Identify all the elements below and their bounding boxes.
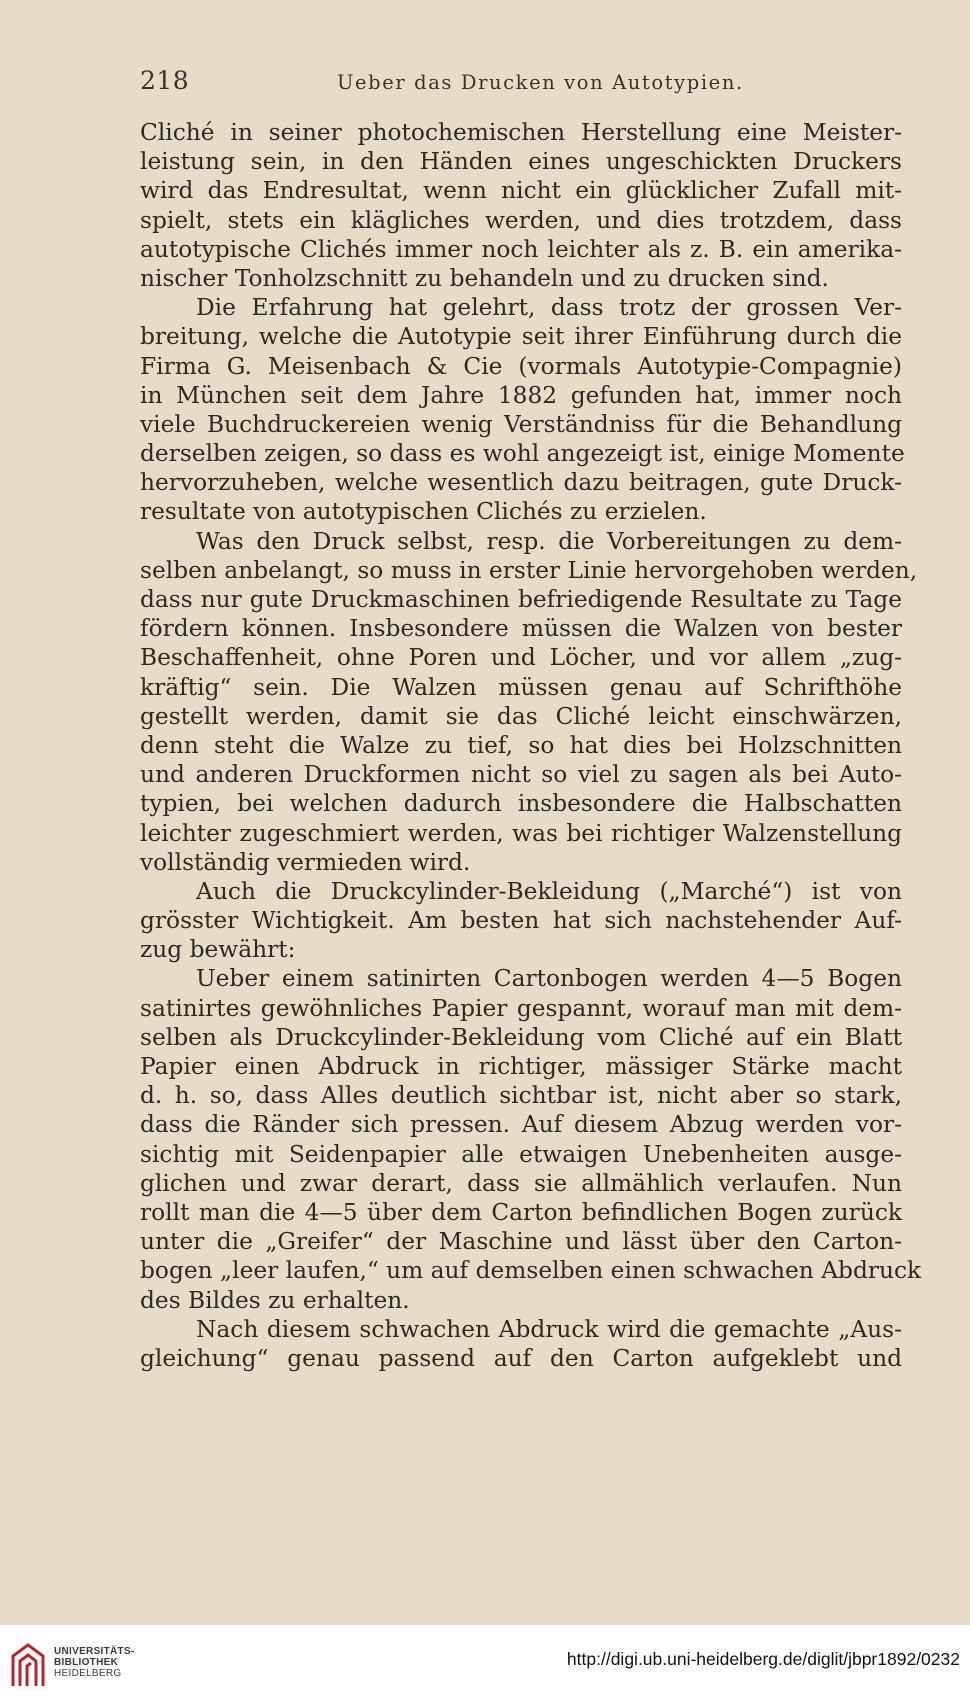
text-line: selben anbelangt, so muss in erster Linie hervorgehoben werden, xyxy=(140,556,918,584)
text-line: grösster Wichtigkeit. Am besten hat sich nachstehender Auf- xyxy=(140,907,902,935)
text-line: rollt man die 4—5 über dem Carton befindlichen Bogen zurück xyxy=(140,1198,902,1226)
text-line: Auch die Druckcylinder-Bekleidung („Marché“) ist von xyxy=(196,877,902,905)
text-line: Beschaffenheit, ohne Poren und Löcher, und vor allem „zug- xyxy=(140,644,902,672)
running-title: Ueber das Drucken von Autotypien. xyxy=(337,71,744,94)
text-line: resultate von autotypischen Clichés zu erzielen. xyxy=(140,498,707,526)
text-line: derselben zeigen, so dass es wohl angezeigt ist, einige Momente xyxy=(140,440,905,468)
text-line: satinirtes gewöhnliches Papier gespannt, worauf man mit dem- xyxy=(140,994,902,1022)
text-line: viele Buchdruckereien wenig Verständniss für die Behandlung xyxy=(140,410,902,438)
text-line: d. h. so, dass Alles deutlich sichtbar ist, nicht aber so stark, xyxy=(140,1082,902,1110)
permalink-url[interactable]: http://digi.ub.uni-heidelberg.de/diglit/jbpr1892/0232 xyxy=(566,1649,960,1669)
library-name-line: UNIVERSITÄTS- xyxy=(54,1646,135,1657)
text-line: fördern können. Insbesondere müssen die Walzen von bester xyxy=(140,615,902,643)
library-name-line: BIBLIOTHEK xyxy=(54,1657,119,1668)
text-line: autotypische Clichés immer noch leichter als z. B. ein amerika- xyxy=(140,235,902,263)
text-line: kräftig“ sein. Die Walzen müssen genau auf Schrifthöhe xyxy=(140,673,902,701)
text-line: typien, bei welchen dadurch insbesondere die Halbschatten xyxy=(140,790,902,818)
library-name-line: HEIDELBERG xyxy=(54,1668,122,1679)
paragraph xyxy=(140,293,905,527)
text-line: vollständig vermieden wird. xyxy=(140,848,471,876)
text-line: dass die Ränder sich pressen. Auf diesem Abzug werden vor- xyxy=(140,1111,902,1139)
text-line: denn steht die Walze zu tief, so hat dies bei Holzschnitten xyxy=(140,731,902,759)
paragraph xyxy=(140,877,902,965)
library-name xyxy=(54,1646,135,1679)
paragraph xyxy=(140,118,902,293)
text-line: selben als Druckcylinder-Bekleidung vom Cliché auf ein Blatt xyxy=(140,1023,902,1051)
text-line: und anderen Druckformen nicht so viel zu sagen als bei Auto- xyxy=(140,761,902,789)
text-line: sichtig mit Seidenpapier alle etwaigen Unebenheiten ausge- xyxy=(140,1140,902,1168)
text-line: Papier einen Abdruck in richtiger, mässiger Stärke macht xyxy=(140,1053,902,1080)
text-line: dass nur gute Druckmaschinen befriedigende Resultate zu Tage xyxy=(140,586,902,613)
page-header xyxy=(140,66,900,106)
text-line: gleichung“ genau passend auf den Carton aufgeklebt und xyxy=(140,1344,902,1372)
text-line: glichen und zwar derart, dass sie allmählich verlaufen. Nun xyxy=(140,1169,902,1197)
text-line: wird das Endresultat, wenn nicht ein glücklicher Zufall mit- xyxy=(140,177,902,205)
text-line: Die Erfahrung hat gelehrt, dass trotz der grossen Ver- xyxy=(196,294,902,322)
text-line: Firma G. Meisenbach & Cie (vormals Autotypie-Compagnie) xyxy=(140,352,902,380)
text-line: breitung, welche die Autotypie seit ihrer Einführung durch die xyxy=(140,323,902,351)
text-line: spielt, stets ein klägliches werden, und dies trotzdem, dass xyxy=(140,206,902,234)
text-line: leistung sein, in den Händen eines ungeschickten Druckers xyxy=(140,148,902,176)
text-line: hervorzuheben, welche wesentlich dazu beitragen, gute Druck- xyxy=(140,469,902,497)
university-library-logo-icon xyxy=(10,1642,46,1688)
text-line: des Bildes zu erhalten. xyxy=(140,1286,410,1314)
text-line: Nach diesem schwachen Abdruck wird die gemachte „Aus- xyxy=(196,1315,902,1343)
page-number: 218 xyxy=(140,66,190,95)
text-line: Ueber einem satinirten Cartonbogen werden 4—5 Bogen xyxy=(196,965,902,993)
text-line: Was den Druck selbst, resp. die Vorbereitungen zu dem- xyxy=(196,527,902,555)
viewer-footer xyxy=(0,1625,970,1701)
paragraph xyxy=(140,527,918,877)
text-line: unter die „Greifer“ der Maschine und lässt über den Carton- xyxy=(140,1228,902,1256)
text-line: bogen „leer laufen,“ um auf demselben einen schwachen Abdruck xyxy=(140,1257,922,1285)
text-line: Cliché in seiner photochemischen Herstellung eine Meister- xyxy=(140,119,902,146)
text-line: zug bewährt: xyxy=(140,936,296,964)
text-line: nischer Tonholzschnitt zu behandeln und zu drucken sind. xyxy=(140,264,829,292)
text-line: in München seit dem Jahre 1882 gefunden hat, immer noch xyxy=(140,381,902,409)
body-text xyxy=(140,118,922,1373)
paragraph xyxy=(140,964,922,1314)
paragraph xyxy=(140,1315,902,1373)
text-line: gestellt werden, damit sie das Cliché leicht einschwärzen, xyxy=(140,702,902,730)
text-line: leichter zugeschmiert werden, was bei richtiger Walzenstellung xyxy=(140,819,902,847)
